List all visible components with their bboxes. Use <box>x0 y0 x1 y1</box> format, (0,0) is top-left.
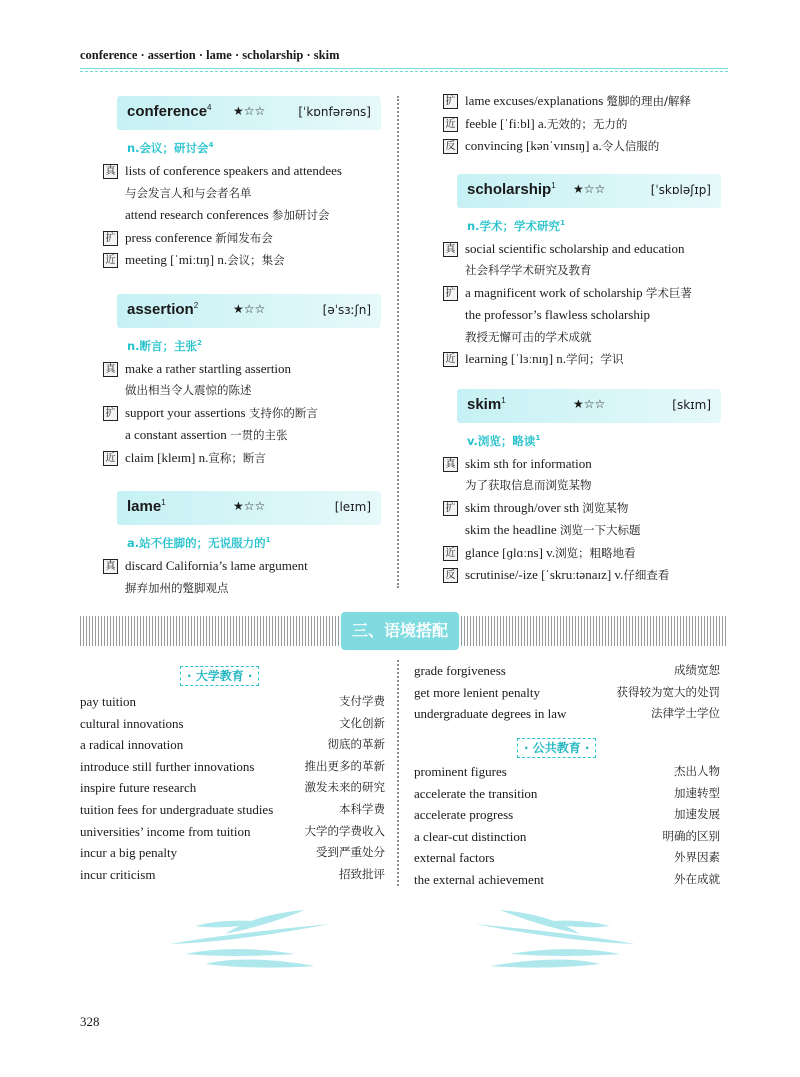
subsection-label-university: · 大学教育 · <box>180 666 259 686</box>
entry-line <box>443 90 726 113</box>
phrase-english: a clear-cut distinction <box>414 828 527 844</box>
phrase-chinese: 激发未来的研究 <box>304 780 385 795</box>
phonetic: [ˈskɒləʃɪp] <box>650 182 711 197</box>
phrase-english: a radical innovation <box>80 737 184 753</box>
label-tag: 反 <box>443 139 458 154</box>
entry-line <box>103 447 385 470</box>
entry-line <box>443 113 726 136</box>
entry-conference <box>103 96 385 272</box>
chinese-text: 仔细查看 <box>623 568 670 582</box>
entry-line <box>443 260 726 282</box>
label-tag: 真 <box>103 164 118 179</box>
phrase-chinese: 加速发展 <box>674 807 720 822</box>
label-tag: 真 <box>443 457 458 472</box>
left-column <box>103 96 385 599</box>
phrase-chinese: 招致批评 <box>339 866 385 881</box>
chinese-text: 浏览某物 <box>582 500 629 515</box>
frequency-stars: ★☆☆ <box>233 499 266 513</box>
headword-box <box>457 389 721 423</box>
bamboo-ornament-left <box>165 904 335 976</box>
phrase-item <box>80 799 385 821</box>
label-tag: 真 <box>103 362 118 377</box>
label-tag: 扩 <box>443 94 458 109</box>
frequency-stars: ★☆☆ <box>233 301 266 316</box>
entry-line <box>443 327 726 349</box>
english-text: make a rather startling assertion <box>125 360 292 376</box>
headword-box <box>457 174 721 208</box>
phonetic: [ˈkɒnfərəns] <box>298 105 371 119</box>
phrase-english: universities’ income from tuition <box>80 823 251 839</box>
phrase-item <box>414 826 720 848</box>
headword: assertion$^2$ <box>127 300 199 318</box>
english-text: scrutinise/-ize [ˈskruːtənaɪz] v. <box>465 567 624 582</box>
phrase-chinese: 杰出人物 <box>674 764 720 778</box>
entry-line <box>443 453 726 476</box>
entry-line <box>103 160 385 183</box>
bamboo-ornament-right <box>470 904 640 976</box>
chinese-text: 学问；学识 <box>566 352 624 366</box>
english-text: lists of conference speakers and attendees <box>125 163 342 178</box>
entry-line <box>103 402 385 425</box>
entry-line <box>443 497 726 520</box>
entry-line <box>103 555 385 578</box>
right-column <box>443 90 726 587</box>
entry-line <box>103 204 385 227</box>
label-tag: 扩 <box>443 286 458 301</box>
entry-line <box>443 564 726 587</box>
phrase-english: cultural innovations <box>80 715 184 731</box>
phrase-chinese: 外在成就 <box>674 871 720 886</box>
english-text: lame excuses/explanations <box>465 93 607 108</box>
phrase-item <box>80 864 385 886</box>
phrase-item <box>80 756 385 778</box>
chinese-text: 宣称；断言 <box>208 450 266 465</box>
chinese-text: 摒弃加州的蹩脚观点 <box>125 580 229 595</box>
phrase-english: external factors <box>414 850 495 866</box>
frequency-stars: ★☆☆ <box>233 104 266 118</box>
phrase-english: undergraduate degrees in law <box>414 706 567 722</box>
english-text: convincing [kənˈvɪnsɪŋ] a. <box>465 138 602 153</box>
english-text: learning [ˈlɜːnɪŋ] n. <box>465 351 567 366</box>
english-text: the professor’s flawless scholarship <box>465 307 650 322</box>
phrase-list-university <box>80 691 385 885</box>
entry-line <box>103 380 385 402</box>
phrase-english: incur a big penalty <box>80 845 178 861</box>
entry-skim <box>443 389 726 587</box>
phrase-item <box>414 761 720 783</box>
phrase-english: get more lenient penalty <box>414 684 540 700</box>
phrase-english: prominent figures <box>414 764 507 779</box>
entry-line <box>103 424 385 447</box>
label-tag: 扩 <box>443 501 458 516</box>
entry-line <box>443 282 726 305</box>
page-number: 328 <box>80 1014 100 1029</box>
phrase-item <box>414 703 720 725</box>
entry-line <box>443 348 726 371</box>
entry-lame <box>103 491 385 599</box>
label-tag: 近 <box>443 546 458 561</box>
headword: lame$^1$ <box>127 498 166 515</box>
label-tag: 近 <box>443 352 458 367</box>
part-of-speech: a.站不住脚的；无说服力的$^1$ <box>127 536 271 550</box>
phrase-chinese: 法律学士学位 <box>651 706 720 721</box>
frequency-stars: ★☆☆ <box>573 181 606 196</box>
phrase-chinese: 外界因素 <box>674 850 720 865</box>
section-title: 三、语境搭配 <box>341 612 459 650</box>
phrase-chinese: 加速转型 <box>674 785 720 800</box>
entry-line <box>443 304 726 327</box>
english-text: feeble [ˈfiːbl] a. <box>465 115 547 131</box>
english-text: press conference <box>125 229 216 245</box>
phrase-item <box>414 804 720 826</box>
part-of-speech: n.断言；主张$^2$ <box>127 338 202 353</box>
label-tag: 近 <box>443 117 458 132</box>
entry-line <box>443 238 726 261</box>
english-text: skim through/over sth <box>465 499 583 515</box>
running-head: conference · assertion · lame · scholarship · skim <box>80 48 340 62</box>
label-tag: 近 <box>103 451 118 466</box>
phrase-chinese: 推出更多的革新 <box>304 758 385 773</box>
chinese-text: 支持你的断言 <box>248 405 318 420</box>
chinese-text: 浏览；粗略地看 <box>555 545 636 560</box>
chinese-text: 与会发言人和与会者名单 <box>125 185 252 200</box>
entry-assertion <box>103 294 385 470</box>
chinese-text: 做出相当令人震惊的陈述 <box>125 383 252 397</box>
part-of-speech: n.会议；研讨会$^4$ <box>127 141 214 155</box>
phrase-chinese: 受到严重处分 <box>316 845 385 860</box>
phrase-chinese: 彻底的革新 <box>327 737 385 752</box>
label-tag: 反 <box>443 568 458 583</box>
phrase-item <box>80 777 385 799</box>
headword: skim$^1$ <box>467 395 506 413</box>
column-divider-top <box>397 96 405 588</box>
english-text: a constant assertion <box>125 427 231 442</box>
entry-lame-continued <box>443 90 726 158</box>
entry-line <box>103 578 385 600</box>
chinese-text: 社会科学学术研究及教育 <box>465 263 592 277</box>
header-rule <box>80 68 728 72</box>
label-tag: 真 <box>103 559 118 574</box>
column-divider-bottom <box>397 660 405 886</box>
chinese-text: 教授无懈可击的学术成就 <box>465 329 592 344</box>
phrase-item <box>80 713 385 735</box>
english-text: discard California’s lame argument <box>125 558 308 573</box>
label-tag: 扩 <box>103 231 118 246</box>
phrase-item <box>80 734 385 756</box>
english-text: attend research conferences <box>125 207 272 222</box>
headword: conference$^4$ <box>127 103 212 120</box>
label-tag: 近 <box>103 253 118 268</box>
entry-scholarship <box>443 174 726 371</box>
entry-line <box>103 249 385 272</box>
english-text: glance [ɡlɑːns] v. <box>465 544 556 560</box>
part-of-speech: v.浏览；略读$^1$ <box>467 433 541 448</box>
english-text: claim [kleɪm] n. <box>125 449 209 465</box>
phrase-item <box>80 821 385 843</box>
chinese-text: 蹩脚的理由/解释 <box>606 94 691 108</box>
phrase-item <box>414 783 720 805</box>
english-text: skim sth for information <box>465 455 592 471</box>
phrase-english: pay tuition <box>80 694 136 709</box>
entry-line <box>443 475 726 497</box>
phrase-chinese: 获得较为宽大的处罚 <box>616 684 720 699</box>
phrase-english: the external achievement <box>414 871 544 887</box>
phrase-item <box>414 682 720 704</box>
chinese-text: 学术巨著 <box>645 285 692 300</box>
entry-line <box>443 135 726 158</box>
entry-line <box>443 519 726 542</box>
subsection-label-public: · 公共教育 · <box>517 738 596 758</box>
phrase-chinese: 成绩宽恕 <box>674 663 720 677</box>
chinese-text: 浏览一下大标题 <box>559 523 641 537</box>
english-text: a magnificent work of scholarship <box>465 284 646 300</box>
phrase-english: inspire future research <box>80 780 197 796</box>
label-tag: 真 <box>443 242 458 257</box>
chinese-text: 无效的；无力的 <box>546 116 628 131</box>
english-text: skim the headline <box>465 522 560 537</box>
frequency-stars: ★☆☆ <box>573 396 606 411</box>
phrase-english: introduce still further innovations <box>80 758 255 774</box>
headword-box <box>117 491 381 525</box>
entry-line <box>443 542 726 565</box>
label-tag: 扩 <box>103 406 118 421</box>
phrase-english: accelerate progress <box>414 807 514 823</box>
phrase-list-public <box>414 761 720 891</box>
phrase-chinese: 支付学费 <box>339 694 385 708</box>
entry-line <box>103 358 385 381</box>
chinese-text: 为了获取信息而浏览某物 <box>465 478 592 492</box>
phrase-item <box>80 691 385 713</box>
chinese-text: 会议；集会 <box>227 253 285 267</box>
phrase-item <box>414 847 720 869</box>
phonetic: [leɪm] <box>334 500 371 514</box>
phrase-item <box>414 660 720 682</box>
english-text: social scientific scholarship and education <box>465 240 685 256</box>
phrase-english: incur criticism <box>80 866 156 882</box>
entry-line <box>103 183 385 205</box>
headword: scholarship$^1$ <box>467 180 556 198</box>
phrase-chinese: 大学的学费收入 <box>304 823 385 838</box>
english-text: meeting [ˈmiːtɪŋ] n. <box>125 252 228 267</box>
entry-line <box>103 227 385 250</box>
phrase-english: grade forgiveness <box>414 663 506 678</box>
chinese-text: 一贯的主张 <box>230 428 288 442</box>
chinese-text: 新闻发布会 <box>215 230 273 245</box>
phrase-english: accelerate the transition <box>414 785 538 801</box>
headword-box <box>117 294 381 328</box>
phonetic: [skɪm] <box>672 397 711 412</box>
phrase-item <box>414 869 720 891</box>
phrase-list-university-continued <box>414 660 720 725</box>
phrase-chinese: 明确的区别 <box>662 828 720 843</box>
english-text: support your assertions <box>125 404 249 420</box>
phrase-english: tuition fees for undergraduate studies <box>80 801 274 817</box>
part-of-speech: n.学术；学术研究$^1$ <box>467 218 565 233</box>
phrase-chinese: 本科学费 <box>339 801 385 816</box>
phonetic: [əˈsɜːʃn] <box>322 302 371 317</box>
phrase-chinese: 文化创新 <box>339 715 385 730</box>
headword-box <box>117 96 381 130</box>
chinese-text: 参加研讨会 <box>271 208 330 222</box>
chinese-text: 令人信服的 <box>601 139 660 153</box>
phrase-item <box>80 842 385 864</box>
